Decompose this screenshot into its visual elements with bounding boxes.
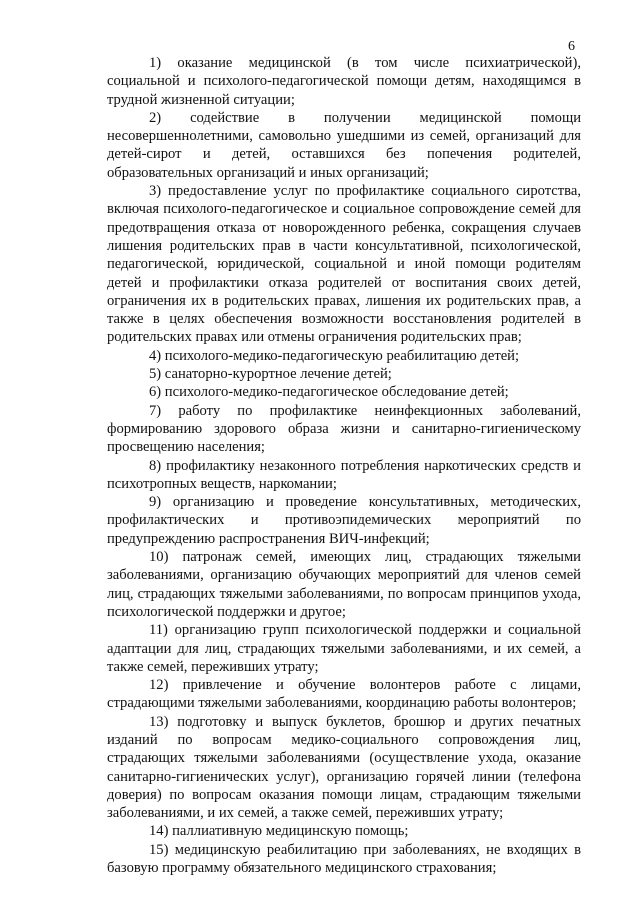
list-item-3: 3) предоставление услуг по профилактике социального сиротства, включая психолого-педагогическое и социальное сопровождение семей для предотвращения отказа от новорожденного ребенка, сокращения случаев лишения родительских прав в части консультативной, психологической, педагогической, юридической, социальной и иной помощи родителям детей и профилактики отказа родителей от воспитания своих детей, ограничения их в родительских правах, лишения их родительских прав, а также в целях обеспечения возможности восстановления родителей в родительских правах или отмены ограничения родительских прав; <box>107 183 581 346</box>
document-body <box>107 54 581 877</box>
list-item-15: 15) медицинскую реабилитацию при заболеваниях, не входящих в базовую программу обязательного медицинского страхования; <box>107 841 581 877</box>
list-item-5: 5) санаторно-курортное лечение детей; <box>149 366 392 383</box>
list-item-12: 12) привлечение и обучение волонтеров работе с лицами, страдающими тяжелыми заболеваниями, координацию работы волонтеров; <box>107 677 581 712</box>
list-item-2: 2) содействие в получении медицинской помощи несовершеннолетними, самовольно ушедшими из семей, организаций для детей-сирот и детей, оставшихся без попечения родителей, образовательных организаций и иных организаций; <box>107 109 581 181</box>
list-item-7: 7) работу по профилактике неинфекционных заболеваний, формированию здорового образа жизни и санитарно-гигиеническому просвещению населения; <box>107 402 581 456</box>
list-item-8: 8) профилактику незаконного потребления наркотических средств и психотропных веществ, наркомании; <box>107 457 581 492</box>
list-item-6: 6) психолого-медико-педагогическое обследование детей; <box>149 384 509 401</box>
list-item-10: 10) патронаж семей, имеющих лиц, страдающих тяжелыми заболеваниями, организацию обучающих мероприятий для членов семей лиц, страдающих тяжелыми заболеваниями, по вопросам принципов ухода, психологической поддержки и другое; <box>107 549 581 620</box>
list-item-4: 4) психолого-медико-педагогическую реабилитацию детей; <box>149 347 520 364</box>
list-item-11: 11) организацию групп психологической поддержки и социальной адаптации для лиц, страдающих тяжелыми заболеваниями, и их семей, а также семей, переживших утрату; <box>107 622 581 675</box>
page-number: 6 <box>568 39 575 54</box>
list-item-1: 1) оказание медицинской (в том числе психиатрической), социальной и психолого-педагогической помощи детям, находящимся в трудной жизненной ситуации; <box>107 55 581 108</box>
list-item-14: 14) паллиативную медицинскую помощь; <box>149 823 409 840</box>
list-item-13: 13) подготовку и выпуск буклетов, брошюр и других печатных изданий по вопросам медико-социального сопровождения лиц, страдающих тяжелыми заболеваниями (осуществление ухода, оказание санитарно-гигиенических услуг), организацию горячей линии (телефона доверия) по вопросам оказания помощи лицам, страдающим тяжелыми заболеваниями, и их семей, а также семей, переживших утрату; <box>107 713 581 822</box>
list-item-9: 9) организацию и проведение консультативных, методических, профилактических и противоэпидемических мероприятий по предупреждению распространения ВИЧ-инфекций; <box>107 494 581 547</box>
